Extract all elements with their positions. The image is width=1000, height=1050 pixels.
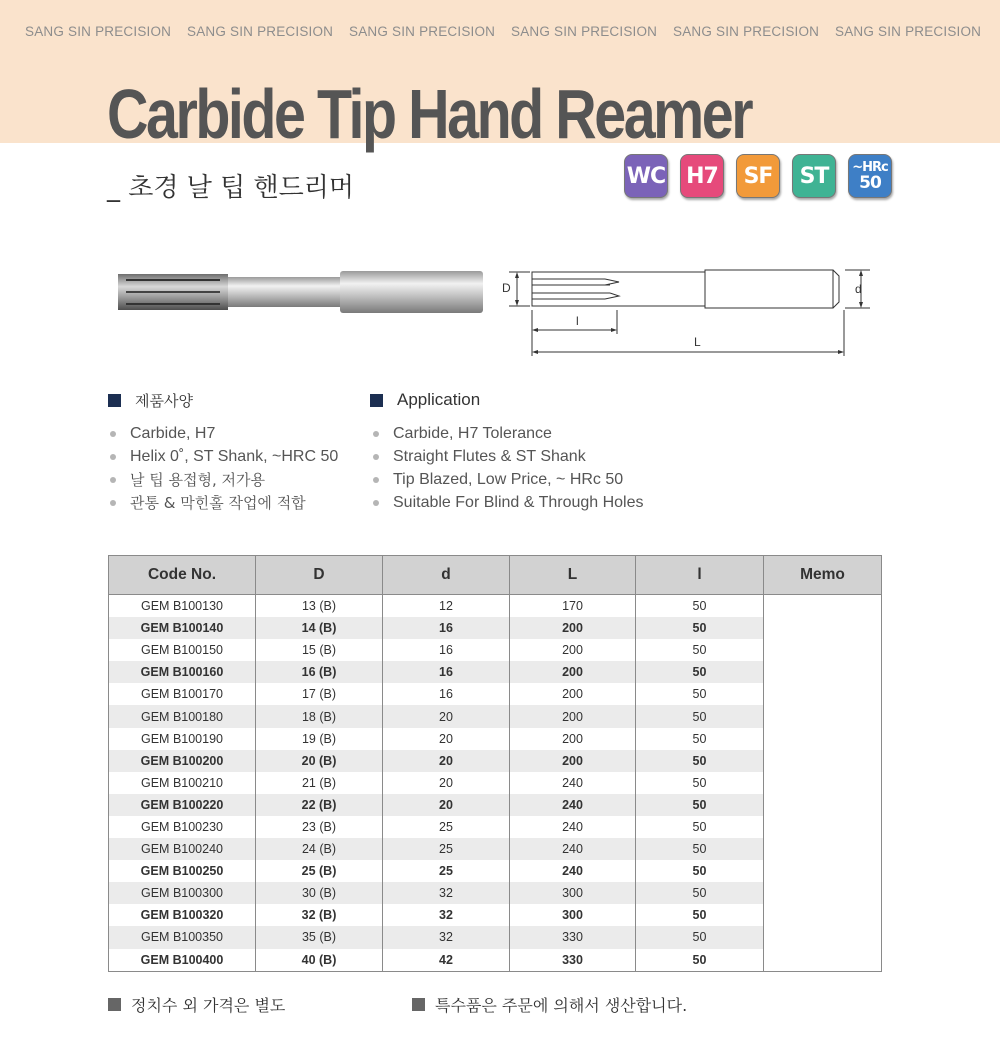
list-item: Carbide, H7 — [110, 422, 338, 445]
square-bullet-icon — [108, 394, 121, 407]
table-cell: GEM B100250 — [109, 860, 256, 882]
list-item: Straight Flutes & ST Shank — [373, 445, 644, 468]
table-cell: GEM B100400 — [109, 949, 256, 972]
table-cell: 50 — [636, 750, 764, 772]
memo-cell — [764, 595, 882, 618]
page-subtitle: _ 초경 날 팁 핸드리머 — [107, 173, 354, 203]
table-cell: 25 — [383, 816, 510, 838]
table-cell: 30 (B) — [256, 882, 383, 904]
sf-badge: SF — [736, 154, 780, 198]
table-cell: 16 (B) — [256, 661, 383, 683]
table-cell: 50 — [636, 661, 764, 683]
bullet-icon — [110, 500, 116, 506]
footnote-price — [108, 993, 285, 1016]
dim-label-l: l — [576, 314, 579, 328]
memo-cell — [764, 926, 882, 948]
table-cell: GEM B100140 — [109, 617, 256, 639]
footnote-special-order — [412, 993, 687, 1016]
table-cell: 170 — [510, 595, 636, 618]
table-cell: 25 — [383, 860, 510, 882]
table-cell: 200 — [510, 661, 636, 683]
wc-badge: WC — [624, 154, 668, 198]
bullet-icon — [110, 431, 116, 437]
table-row — [109, 882, 882, 904]
memo-cell — [764, 728, 882, 750]
table-cell: 15 (B) — [256, 639, 383, 661]
table-row — [109, 661, 882, 683]
bullet-icon — [373, 454, 379, 460]
table-cell: GEM B100300 — [109, 882, 256, 904]
table-cell: 25 (B) — [256, 860, 383, 882]
table-cell: 50 — [636, 595, 764, 618]
col-header: Memo — [764, 556, 882, 595]
table-row — [109, 750, 882, 772]
table-cell: 50 — [636, 728, 764, 750]
table-row — [109, 728, 882, 750]
table-row — [109, 595, 882, 618]
brand-text: SANG SIN PRECISION — [673, 24, 820, 39]
table-cell: GEM B100170 — [109, 683, 256, 705]
table-cell: GEM B100240 — [109, 838, 256, 860]
table-row — [109, 617, 882, 639]
table-cell: 240 — [510, 838, 636, 860]
memo-cell — [764, 661, 882, 683]
spec-table — [108, 555, 882, 972]
application-heading — [370, 390, 480, 410]
memo-cell — [764, 816, 882, 838]
table-cell: GEM B100210 — [109, 772, 256, 794]
table-cell: 50 — [636, 904, 764, 926]
table-cell: GEM B100220 — [109, 794, 256, 816]
table-cell: 22 (B) — [256, 794, 383, 816]
list-item: Tip Blazed, Low Price, ~ HRc 50 — [373, 468, 644, 491]
table-cell: 50 — [636, 617, 764, 639]
table-cell: 19 (B) — [256, 728, 383, 750]
table-cell: 50 — [636, 860, 764, 882]
table-cell: 200 — [510, 639, 636, 661]
table-cell: 20 — [383, 728, 510, 750]
bullet-icon — [373, 431, 379, 437]
col-header: Code No. — [109, 556, 256, 595]
table-row — [109, 838, 882, 860]
dim-label-D: D — [502, 281, 511, 295]
memo-cell — [764, 949, 882, 972]
table-row — [109, 949, 882, 972]
table-cell: 50 — [636, 705, 764, 727]
memo-cell — [764, 772, 882, 794]
table-cell: 200 — [510, 705, 636, 727]
hrc-badge-bottom: 50 — [859, 172, 881, 193]
memo-cell — [764, 683, 882, 705]
table-cell: 20 — [383, 705, 510, 727]
brand-text: SANG SIN PRECISION — [835, 24, 982, 39]
table-cell: 13 (B) — [256, 595, 383, 618]
reamer-photo — [118, 270, 483, 314]
table-cell: 330 — [510, 949, 636, 972]
table-cell: 42 — [383, 949, 510, 972]
table-cell: 50 — [636, 882, 764, 904]
table-cell: 50 — [636, 838, 764, 860]
reamer-dimension-drawing — [495, 262, 875, 362]
table-cell: 200 — [510, 617, 636, 639]
table-cell: 50 — [636, 816, 764, 838]
h7-badge: H7 — [680, 154, 724, 198]
bullet-icon — [373, 500, 379, 506]
table-cell: 21 (B) — [256, 772, 383, 794]
table-cell: 50 — [636, 926, 764, 948]
spec-heading — [108, 390, 193, 411]
table-header-row — [109, 556, 882, 595]
brand-text: SANG SIN PRECISION — [349, 24, 496, 39]
brand-text: SANG SIN PRECISION — [187, 24, 334, 39]
memo-cell — [764, 860, 882, 882]
table-cell: GEM B100200 — [109, 750, 256, 772]
list-item: 관통 & 막힌홀 작업에 적합 — [110, 491, 338, 514]
st-badge: ST — [792, 154, 836, 198]
table-cell: 35 (B) — [256, 926, 383, 948]
table-cell: 16 — [383, 639, 510, 661]
bullet-icon — [110, 454, 116, 460]
dim-label-L: L — [694, 335, 701, 349]
list-item: Carbide, H7 Tolerance — [373, 422, 644, 445]
dim-label-d: d — [855, 282, 862, 296]
brand-row — [0, 24, 1000, 42]
table-cell: 32 (B) — [256, 904, 383, 926]
spec-heading-text: 제품사양 — [135, 392, 193, 410]
list-item: Helix 0˚, ST Shank, ~HRC 50 — [110, 445, 338, 468]
table-cell: 50 — [636, 794, 764, 816]
table-cell: 24 (B) — [256, 838, 383, 860]
table-row — [109, 904, 882, 926]
table-cell: 32 — [383, 926, 510, 948]
table-cell: 16 — [383, 661, 510, 683]
table-row — [109, 794, 882, 816]
square-bullet-icon — [370, 394, 383, 407]
square-bullet-icon — [108, 998, 121, 1011]
table-cell: 20 — [383, 750, 510, 772]
table-cell: 14 (B) — [256, 617, 383, 639]
table-cell: 20 — [383, 772, 510, 794]
table-cell: 20 — [383, 794, 510, 816]
table-row — [109, 860, 882, 882]
table-row — [109, 816, 882, 838]
application-heading-text: Application — [397, 390, 481, 409]
table-cell: 16 — [383, 683, 510, 705]
table-cell: 300 — [510, 904, 636, 926]
table-cell: 330 — [510, 926, 636, 948]
memo-cell — [764, 617, 882, 639]
square-bullet-icon — [412, 998, 425, 1011]
table-cell: 16 — [383, 617, 510, 639]
brand-text: SANG SIN PRECISION — [25, 24, 172, 39]
bullet-icon — [373, 477, 379, 483]
list-item: Suitable For Blind & Through Holes — [373, 491, 644, 514]
table-cell: 200 — [510, 728, 636, 750]
table-cell: 240 — [510, 816, 636, 838]
spec-list — [110, 422, 338, 514]
memo-cell — [764, 904, 882, 926]
table-row — [109, 683, 882, 705]
table-cell: 240 — [510, 794, 636, 816]
page-title: Carbide Tip Hand Reamer — [107, 75, 752, 153]
col-header: L — [510, 556, 636, 595]
table-cell: GEM B100150 — [109, 639, 256, 661]
table-row — [109, 772, 882, 794]
table-cell: 240 — [510, 860, 636, 882]
table-cell: 23 (B) — [256, 816, 383, 838]
memo-cell — [764, 882, 882, 904]
brand-text: SANG SIN PRECISION — [511, 24, 658, 39]
table-cell: 50 — [636, 683, 764, 705]
application-list — [373, 422, 644, 514]
table-cell: 32 — [383, 904, 510, 926]
memo-cell — [764, 705, 882, 727]
list-item: 날 팁 용접형, 저가용 — [110, 468, 338, 491]
table-cell: GEM B100160 — [109, 661, 256, 683]
table-cell: 18 (B) — [256, 705, 383, 727]
table-cell: GEM B100130 — [109, 595, 256, 618]
table-row — [109, 639, 882, 661]
memo-cell — [764, 639, 882, 661]
table-cell: 20 (B) — [256, 750, 383, 772]
table-cell: 12 — [383, 595, 510, 618]
memo-cell — [764, 750, 882, 772]
table-cell: 50 — [636, 639, 764, 661]
col-header: D — [256, 556, 383, 595]
col-header: d — [383, 556, 510, 595]
footnote-text: 특수품은 주문에 의해서 생산합니다. — [435, 996, 688, 1015]
table-cell: GEM B100180 — [109, 705, 256, 727]
table-row — [109, 705, 882, 727]
table-cell: GEM B100190 — [109, 728, 256, 750]
bullet-icon — [110, 477, 116, 483]
footnote-text: 정치수 외 가격은 별도 — [131, 996, 286, 1015]
table-cell: 25 — [383, 838, 510, 860]
table-cell: GEM B100320 — [109, 904, 256, 926]
hrc-badge — [848, 154, 892, 198]
table-cell: 50 — [636, 772, 764, 794]
col-header: l — [636, 556, 764, 595]
table-cell: 17 (B) — [256, 683, 383, 705]
table-cell: 32 — [383, 882, 510, 904]
table-cell: GEM B100230 — [109, 816, 256, 838]
table-cell: 40 (B) — [256, 949, 383, 972]
table-cell: 300 — [510, 882, 636, 904]
memo-cell — [764, 794, 882, 816]
table-cell: GEM B100350 — [109, 926, 256, 948]
table-cell: 200 — [510, 683, 636, 705]
table-cell: 200 — [510, 750, 636, 772]
hrc-badge-top: ~HRc — [852, 159, 888, 175]
table-cell: 240 — [510, 772, 636, 794]
table-row — [109, 926, 882, 948]
table-cell: 50 — [636, 949, 764, 972]
memo-cell — [764, 838, 882, 860]
